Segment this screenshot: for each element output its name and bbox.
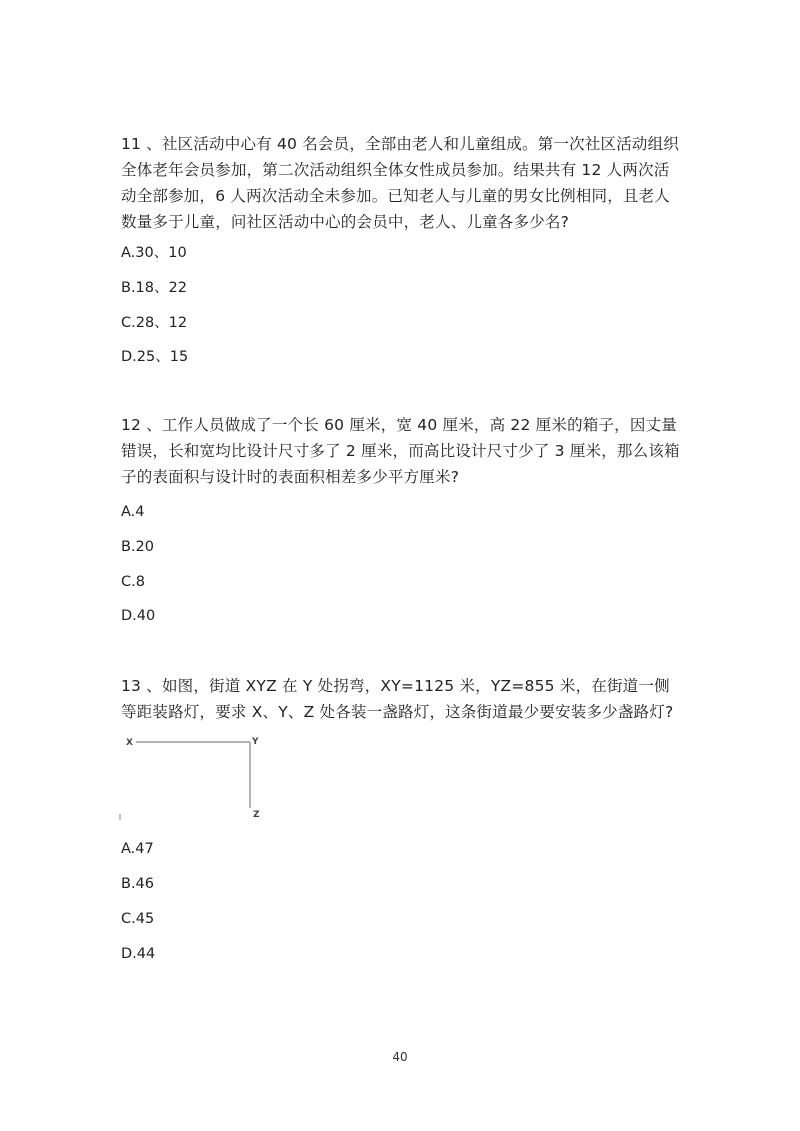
question-11-option-c: C.28、12 bbox=[121, 315, 188, 331]
question-11-option-a: A.30、10 bbox=[121, 245, 187, 261]
question-12-option-d: D.40 bbox=[121, 608, 156, 624]
question-11-option-d: D.25、15 bbox=[121, 349, 189, 365]
question-11-option-b: B.18、22 bbox=[121, 280, 187, 296]
question-13-stem: 13 、如图，街道 XYZ 在 Y 处拐弯，XY=1125 米，YZ=855 米，在街道一侧等距装路灯，要求 X、Y、Z 处各装一盏路灯，这条街道最少要安装多少盏路灯? bbox=[121, 677, 674, 721]
question-12-stem: 12 、工作人员做成了一个长 60 厘米，宽 40 厘米，高 22 厘米的箱子，因丈量错误，长和宽均比设计尺寸多了 2 厘米，而高比设计尺寸少了 3 厘米，那么该箱子的表面积与设计时的表面积相差多少平方厘米? bbox=[121, 416, 680, 486]
question-13-option-c: C.45 bbox=[121, 911, 155, 927]
label-y: Y bbox=[252, 737, 259, 747]
question-13-option-d: D.44 bbox=[121, 946, 156, 962]
page-number: 40 bbox=[392, 1050, 408, 1064]
question-13-option-a: A.47 bbox=[121, 841, 154, 857]
label-x: X bbox=[126, 738, 133, 748]
question-11-stem: 11 、社区活动中心有 40 名会员，全部由老人和儿童组成。第一次社区活动组织全体老年会员参加，第二次活动组织全体女性成员参加。结果共有 12 人两次活动全部参加，6 人两次活动全未参加。已知老人与儿童的男女比例相同，且老人数量多于儿童，问社区活动中心的会员中，老人、儿童各多少名? bbox=[121, 135, 680, 231]
label-z: Z bbox=[253, 810, 260, 820]
question-13-option-b: B.46 bbox=[121, 876, 155, 892]
street-xyz-diagram bbox=[118, 730, 278, 826]
question-12-option-a: A.4 bbox=[121, 504, 145, 520]
question-12-option-c: C.8 bbox=[121, 574, 145, 590]
question-12-option-b: B.20 bbox=[121, 539, 155, 555]
